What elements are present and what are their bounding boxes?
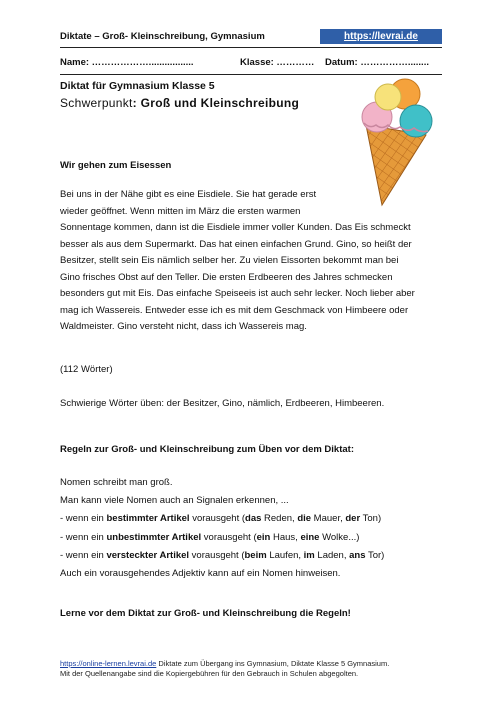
story-line: wieder geöffnet. Wenn mitten im März die ersten warmen	[60, 205, 301, 217]
story-line: Besitzer, stellt sein Eis nämlich selber her. Zu vielen Eissorten bekommt man bei	[60, 255, 399, 266]
page-header	[60, 29, 442, 45]
subtitle-topic: : Groß und Kleinschreibung	[132, 96, 300, 110]
story-line: Gino frisches Obst auf den Teller. Die ersten Erdbeeren des Jahres schmecken	[60, 271, 393, 283]
page-subtitle	[60, 96, 299, 110]
footer-link[interactable]: https://online-lernen.levrai.de	[60, 659, 157, 668]
klasse-field: Klasse: …………	[240, 57, 315, 68]
story-line: Sonnentage kommen, dann ist die Eisdiele immer voller Kunden. Das Eis schmeckt	[60, 222, 411, 233]
story-text	[60, 187, 450, 336]
footer-text: Diktate zum Übergang ins Gymnasium, Diktate Klasse 5 Gymnasium.	[156, 659, 390, 668]
header-divider	[60, 47, 442, 48]
story-line: besonders gut mit Eis. Das einfache Speiseeis ist auch sehr lecker. Noch lieber aber	[60, 288, 415, 299]
footer-copyright: Mit der Quellenangabe sind die Kopiergebühren für den Gebrauch in Schulen abgegolten.	[60, 669, 359, 678]
fields-divider	[60, 74, 442, 75]
difficult-words: Schwierige Wörter üben: der Besitzer, Gino, nämlich, Erdbeeren, Himbeeren.	[60, 398, 385, 409]
story-line: besser als aus dem Supermarkt. Das hat einen einfachen Grund. Gino, so heißt der	[60, 238, 412, 250]
story-title: Wir gehen zum Eisessen	[60, 160, 172, 171]
header-title: Diktate – Groß- Kleinschreibung, Gymnasium	[60, 31, 265, 42]
word-count: (112 Wörter)	[60, 364, 113, 375]
rule-hidden-article: - wenn ein versteckter Artikel vorausgeht (beim Laufen, im Laden, ans Tor)	[60, 549, 385, 561]
datum-field: Datum: ……………........	[325, 57, 429, 68]
rule-line: Man kann viele Nomen auch an Signalen erkennen, ...	[60, 495, 289, 507]
rule-definite-article: - wenn ein bestimmter Artikel vorausgeht (das Reden, die Mauer, der Ton)	[60, 513, 382, 525]
rule-line: Auch ein vorausgehendes Adjektiv kann auf ein Nomen hinweisen.	[60, 567, 341, 579]
rules-list	[60, 474, 384, 583]
story-line: mag ich Wassereis. Entweder esse ich es mit dem Geschmack von Himbeere oder	[60, 304, 409, 316]
name-field: Name: ……………….................	[60, 57, 194, 68]
rule-indefinite-article: - wenn ein unbestimmter Artikel vorausgeht (ein Haus, eine Wolke...)	[60, 531, 360, 543]
rules-title: Regeln zur Groß- und Kleinschreibung zum Üben vor dem Diktat:	[60, 444, 354, 455]
page-footer	[60, 659, 389, 679]
page-title: Diktat für Gymnasium Klasse 5	[60, 80, 215, 92]
subtitle-prefix: Schwerpunkt	[60, 96, 133, 110]
story-line: Waldmeister. Gino versteht nicht, dass ich Wassereis mag.	[60, 321, 307, 332]
closing-note: Lerne vor dem Diktat zur Groß- und Kleinschreibung die Regeln!	[60, 608, 351, 619]
header-link[interactable]: https://levrai.de	[320, 29, 442, 44]
story-line: Bei uns in der Nähe gibt es eine Eisdiele. Sie hat gerade erst	[60, 189, 317, 200]
rule-line: Nomen schreibt man groß.	[60, 477, 173, 488]
